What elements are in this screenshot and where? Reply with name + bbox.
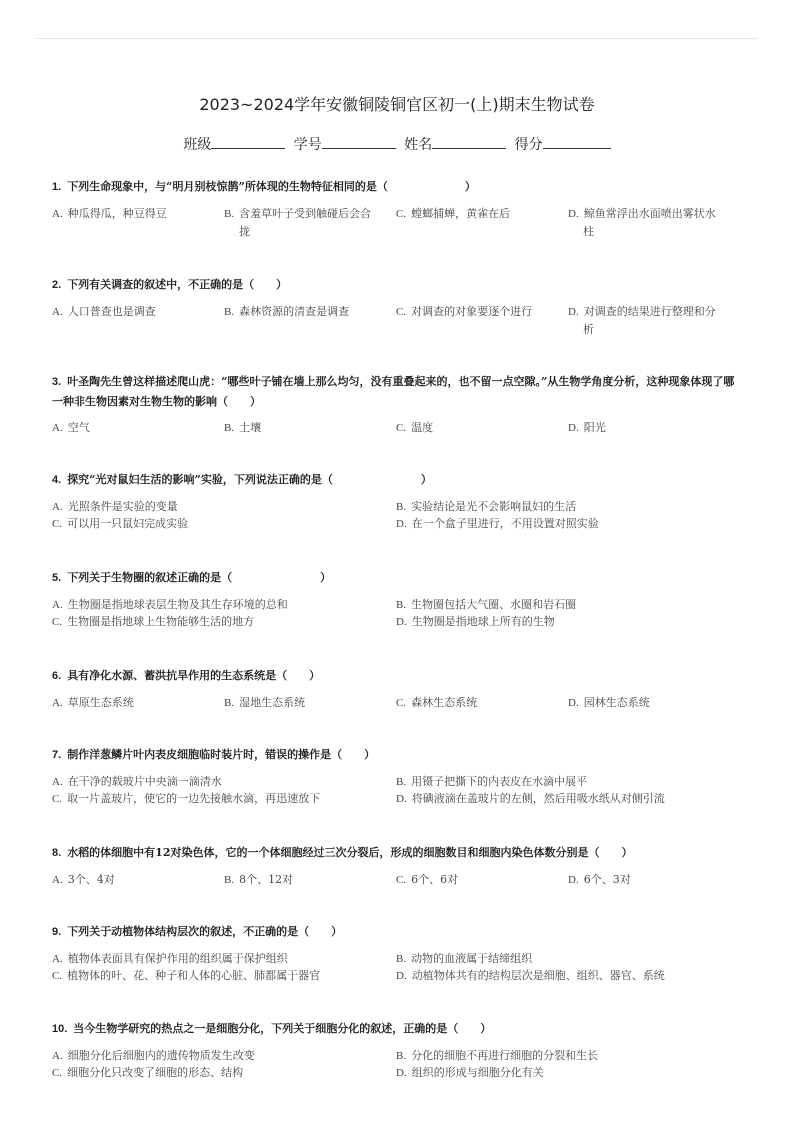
option-d[interactable]: D. 生物圈是指地球上所有的生物 <box>396 615 555 628</box>
options <box>52 773 742 807</box>
question-5 <box>52 568 742 630</box>
info-class-label: 班级 <box>183 137 212 153</box>
question-7 <box>52 745 742 807</box>
options <box>52 950 742 984</box>
options <box>52 1047 742 1081</box>
options <box>52 205 742 239</box>
option-c[interactable]: C. 植物体的叶、花、种子和人体的心脏、肺都属于器官 <box>52 969 321 982</box>
info-name-label: 姓名 <box>404 137 433 153</box>
option-a[interactable]: A. 在干净的载玻片中央滴一滴清水 <box>52 775 222 788</box>
option-a[interactable]: A. 植物体表面具有保护作用的组织属于保护组织 <box>52 952 288 965</box>
option-c[interactable]: C. 森林生态系统 <box>396 696 478 709</box>
question-stem: 7. 制作洋葱鳞片叶内表皮细胞临时装片时，错误的操作是（ ） <box>52 748 376 761</box>
options <box>52 871 742 888</box>
option-d[interactable]: D. 动植物体共有的结构层次是细胞、组织、器官、系统 <box>396 969 665 982</box>
question-10 <box>52 1019 742 1081</box>
option-b[interactable]: B. 含羞草叶子受到触碰后会合 拢 <box>224 207 372 238</box>
page-title: 2023~2024学年安徽铜陵铜官区初一(上)期末生物试卷 <box>199 95 595 114</box>
options <box>52 303 742 337</box>
question-stem: 10. 当今生物学研究的热点之一是细胞分化，下列关于细胞分化的叙述，正确的是（ ） <box>52 1022 492 1035</box>
option-c[interactable]: C. 可以用一只鼠妇完成实验 <box>52 517 189 530</box>
question-6 <box>52 666 742 711</box>
info-name-blank[interactable] <box>432 136 506 149</box>
question-stem: 6. 具有净化水源、蓄洪抗旱作用的生态系统是（ ） <box>52 669 321 682</box>
option-d[interactable]: D. 园林生态系统 <box>568 696 650 709</box>
options <box>52 694 742 711</box>
option-b[interactable]: B. 动物的血液属于结缔组织 <box>396 952 533 965</box>
question-stem: 8. 水稻的体细胞中有12对染色体，它的一个体细胞经过三次分裂后，形成的细胞数目和细胞内染色体数分别是（ ） <box>52 846 633 859</box>
option-b[interactable]: B. 用镊子把撕下的内表皮在水滴中展平 <box>396 775 588 788</box>
question-stem: 5. 下列关于生物圈的叙述正确的是（ ） <box>52 571 332 584</box>
question-9 <box>52 922 742 984</box>
option-b[interactable]: B. 森林资源的清查是调查 <box>224 305 350 318</box>
option-a[interactable]: A. 光照条件是实验的变量 <box>52 500 178 513</box>
option-b[interactable]: B. 生物圈包括大气圈、水圈和岩石圈 <box>396 598 577 611</box>
info-class-blank[interactable] <box>211 136 285 149</box>
option-d[interactable]: D. 对调查的结果进行整理和分 析 <box>568 305 716 336</box>
option-b[interactable]: B. 8个、12对 <box>224 873 294 886</box>
option-c[interactable]: C. 对调查的对象要逐个进行 <box>396 305 533 318</box>
options <box>52 419 742 436</box>
question-stem: 4. 探究“光对鼠妇生活的影响”实验，下列说法正确的是（ ） <box>52 473 432 486</box>
question-3 <box>52 372 742 436</box>
option-c[interactable]: C. 温度 <box>396 421 434 434</box>
option-b[interactable]: B. 土壤 <box>224 421 262 434</box>
question-stem: 2. 下列有关调查的叙述中，不正确的是（ ） <box>52 278 288 291</box>
option-c[interactable]: C. 取一片盖玻片，使它的一边先接触水滴，再迅速放下 <box>52 792 321 805</box>
question-2 <box>52 275 742 337</box>
option-d[interactable]: D. 将碘液滴在盖玻片的左侧，然后用吸水纸从对侧引流 <box>396 792 665 805</box>
student-info-line <box>0 134 794 154</box>
question-4 <box>52 470 742 532</box>
option-d[interactable]: D. 鲸鱼常浮出水面喷出雾状水 柱 <box>568 207 716 238</box>
option-a[interactable]: A. 细胞分化后细胞内的遗传物质发生改变 <box>52 1049 255 1062</box>
info-score-blank[interactable] <box>543 136 611 149</box>
option-d[interactable]: D. 6个、3对 <box>568 873 631 886</box>
option-a[interactable]: A. 空气 <box>52 421 90 434</box>
question-stem: 3. 叶圣陶先生曾这样描述爬山虎：“哪些叶子铺在墙上那么均匀，没有重叠起来的，也不留一点空隙。”从生物学角度分析，这种现象体现了哪一种非生物因素对生物生物的影响（ ） <box>52 375 735 408</box>
option-b[interactable]: B. 实验结论是光不会影响鼠妇的生活 <box>396 500 577 513</box>
question-stem: 1. 下列生命现象中，与“明月别枝惊鹊”所体现的生物特征相同的是（ ） <box>52 180 476 193</box>
option-a[interactable]: A. 草原生态系统 <box>52 696 134 709</box>
info-id-label: 学号 <box>293 137 322 153</box>
option-d[interactable]: D. 在一个盒子里进行，不用设置对照实验 <box>396 517 599 530</box>
header-rule <box>36 38 758 39</box>
question-stem: 9. 下列关于动植物体结构层次的叙述，不正确的是（ ） <box>52 925 343 938</box>
option-b[interactable]: B. 湿地生态系统 <box>224 696 306 709</box>
option-a[interactable]: A. 生物圈是指地球表层生物及其生存环境的总和 <box>52 598 288 611</box>
option-b[interactable]: B. 分化的细胞不再进行细胞的分裂和生长 <box>396 1049 599 1062</box>
option-a[interactable]: A. 种瓜得瓜，种豆得豆 <box>52 207 167 220</box>
option-c[interactable]: C. 生物圈是指地球上生物能够生活的地方 <box>52 615 255 628</box>
question-1 <box>52 177 742 239</box>
option-c[interactable]: C. 细胞分化只改变了细胞的形态、结构 <box>52 1066 244 1079</box>
option-a[interactable]: A. 人口普查也是调查 <box>52 305 156 318</box>
info-score-label: 得分 <box>514 137 543 153</box>
option-d[interactable]: D. 阳光 <box>568 421 606 434</box>
options <box>52 596 742 630</box>
info-id-blank[interactable] <box>322 136 396 149</box>
option-d[interactable]: D. 组织的形成与细胞分化有关 <box>396 1066 544 1079</box>
question-8 <box>52 843 742 888</box>
option-c[interactable]: C. 6个、6对 <box>396 873 459 886</box>
options <box>52 498 742 532</box>
option-c[interactable]: C. 螳螂捕蝉，黄雀在后 <box>396 207 511 220</box>
option-a[interactable]: A. 3个、4对 <box>52 873 115 886</box>
